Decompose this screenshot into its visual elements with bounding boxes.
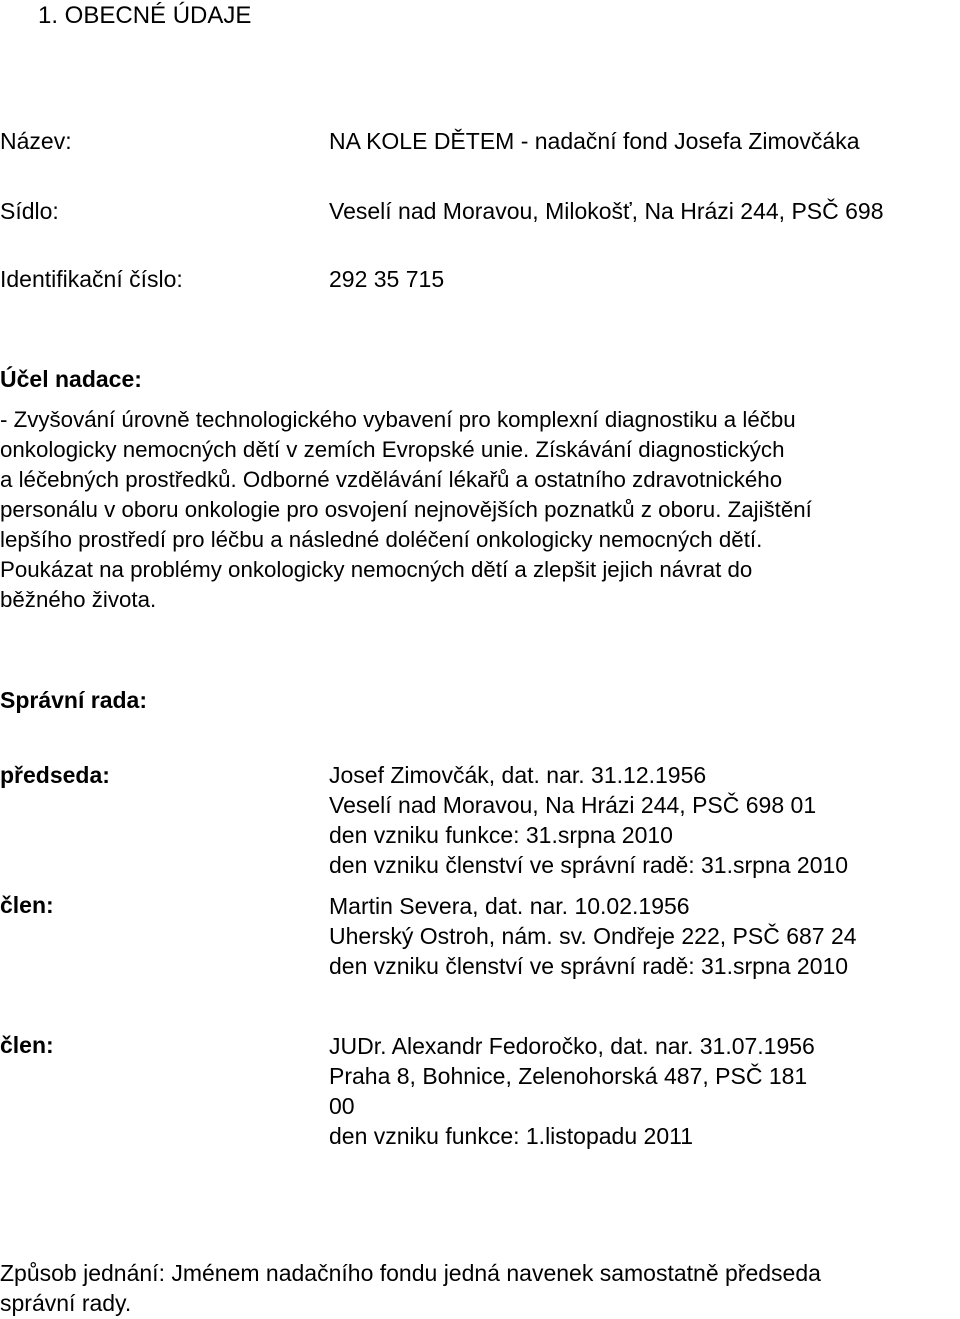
purpose-heading: Účel nadace: — [0, 366, 142, 392]
member-detail-line: JUDr. Alexandr Fedoročko, dat. nar. 31.07.1956 — [329, 1033, 815, 1059]
purpose-line: lepšího prostředí pro léčbu a následné doléčení onkologicky nemocných dětí. — [0, 527, 763, 552]
purpose-paragraph — [0, 405, 812, 615]
name-label: Název: — [0, 128, 72, 154]
id-value: 292 35 715 — [329, 266, 445, 292]
member-detail-line: den vzniku členství ve správní radě: 31.srpna 2010 — [329, 852, 849, 878]
chairman-role: předseda: — [0, 762, 110, 788]
seat-value: Veselí nad Moravou, Milokošť, Na Hrázi 244, PSČ 698 — [329, 198, 884, 224]
purpose-line: Poukázat na problémy onkologicky nemocných dětí a zlepšit jejich návrat do — [0, 557, 753, 582]
purpose-line: běžného života. — [0, 587, 157, 612]
purpose-line: onkologicky nemocných dětí v zemích Evropské unie. Získávání diagnostických — [0, 437, 785, 462]
board-heading: Správní rada: — [0, 687, 147, 713]
member-detail-line: den vzniku funkce: 1.listopadu 2011 — [329, 1123, 693, 1149]
member-detail-line: den vzniku funkce: 31.srpna 2010 — [329, 822, 673, 848]
chairman-details — [329, 760, 848, 880]
member-detail-line: Josef Zimovčák, dat. nar. 31.12.1956 — [329, 762, 707, 788]
member-detail-line: Uherský Ostroh, nám. sv. Ondřeje 222, PSČ 687 24 — [329, 923, 857, 949]
member-detail-line: Veselí nad Moravou, Na Hrázi 244, PSČ 698 01 — [329, 792, 817, 818]
purpose-line: personálu v oboru onkologie pro osvojení nejnovějších poznatků z oboru. Zajištění — [0, 497, 812, 522]
member-details — [329, 1031, 815, 1151]
member-detail-line: Praha 8, Bohnice, Zelenohorská 487, PSČ 181 — [329, 1063, 808, 1089]
member-detail-line: 00 — [329, 1093, 355, 1119]
seat-label: Sídlo: — [0, 198, 59, 224]
conduct-line: správní rady. — [0, 1290, 132, 1316]
member-role: člen: — [0, 892, 54, 918]
member-detail-line: Martin Severa, dat. nar. 10.02.1956 — [329, 893, 690, 919]
id-label: Identifikační číslo: — [0, 266, 183, 292]
member-details — [329, 891, 857, 981]
member-role: člen: — [0, 1032, 54, 1058]
member-detail-line: den vzniku členství ve správní radě: 31.srpna 2010 — [329, 953, 849, 979]
purpose-line: a léčebných prostředků. Odborné vzdělávání lékařů a ostatního zdravotnického — [0, 467, 783, 492]
conduct-line: Způsob jednání: Jménem nadačního fondu jedná navenek samostatně předseda — [0, 1260, 821, 1286]
purpose-line: - Zvyšování úrovně technologického vybavení pro komplexní diagnostiku a léčbu — [0, 407, 796, 432]
conduct-paragraph — [0, 1258, 821, 1318]
section-heading: 1. OBECNÉ ÚDAJE — [38, 2, 252, 29]
name-value: NA KOLE DĚTEM - nadační fond Josefa Zimovčáka — [329, 128, 860, 154]
